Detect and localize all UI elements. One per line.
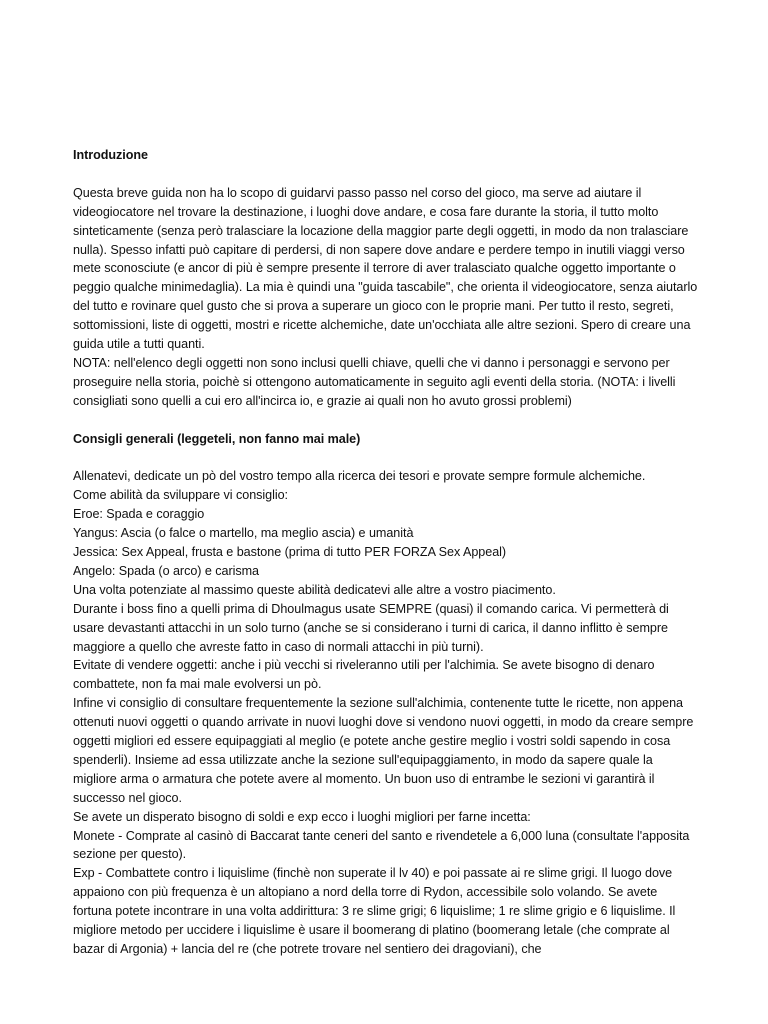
spacer bbox=[73, 165, 699, 184]
general-line: Se avete un disperato bisogno di soldi e exp ecco i luoghi migliori per farne incetta: bbox=[73, 809, 531, 824]
general-heading: Consigli generali (leggeteli, non fanno mai male) bbox=[73, 431, 361, 446]
intro-heading: Introduzione bbox=[73, 148, 148, 162]
general-line: Evitate di vendere oggetti: anche i più vecchi si riveleranno utili per l'alchimia. Se avete bisogno di denaro combattete, non fa mai male evolversi un pò. bbox=[73, 658, 655, 692]
general-line: Allenatevi, dedicate un pò del vostro tempo alla ricerca dei tesori e provate sempre formule alchemiche. bbox=[73, 469, 646, 484]
spacer bbox=[73, 411, 699, 430]
spacer bbox=[73, 448, 699, 467]
general-line: Infine vi consiglio di consultare frequentemente la sezione sull'alchimia, contenente tutte le ricette, non appena ottenuti nuovi oggetti o quando arrivate in nuovi luoghi dove si vendono nuovi oggetti, in modo da creare sempre oggetti migliori ed essere equipaggiati al meglio (e potete anche gestire meglio i vostri soldi sapendo in cosa spenderli). Insieme ad essa utilizzate anche la sezione sull'equipaggiamento, in modo da sapere quale la migliore arma o armatura che potete avere al momento. Un buon uso di entrambe le sezioni vi garantirà il successo nel gioco. bbox=[73, 696, 694, 805]
general-line: Monete - Comprate al casinò di Baccarat tante ceneri del santo e rivendetele a 6,000 luna (consultate l'apposita sezione per questo). bbox=[73, 828, 690, 862]
general-line: Come abilità da sviluppare vi consiglio: bbox=[73, 488, 289, 503]
general-line: Jessica: Sex Appeal, frusta e bastone (prima di tutto PER FORZA Sex Appeal) bbox=[73, 544, 507, 559]
general-line: Una volta potenziate al massimo queste abilità dedicatevi alle altre a vostro piacimento. bbox=[73, 582, 556, 597]
general-line: Exp - Combattete contro i liquislime (finchè non superate il lv 40) e poi passate ai re slime grigi. Il luogo dove appaiono con più frequenza è un altopiano a nord della torre di Rydon, accessibile solo volando. Se avete fortuna potete incontrare in una volta addirittura: 3 re slime grigi; 6 liquislime; 1 re slime grigio e 6 liquislime. Il migliore metodo per uccidere i liquislime è usare il boomerang di platino (boomerang letale (che comprate al bazar di Argonia) + lancia del re (che potrete trovare nel sentiero dei dragoviani), che bbox=[73, 866, 676, 957]
intro-paragraph: Questa breve guida non ha lo scopo di guidarvi passo passo nel corso del gioco, ma serve ad aiutare il videogiocatore nel trovare la destinazione, i luoghi dove andare, e cosa fare durante la storia, il tutto molto sinteticamente (senza però tralasciare la locazione della maggior parte degli oggetti, in modo da non tralasciare nulla). Spesso infatti può capitare di perdersi, di non sapere dove andare e perdere tempo in inutili viaggi verso mete sconosciute (e ancor di più è sempre presente il terrore di aver tralasciato qualche oggetto importante o peggio qualche minimedaglia). La mia è quindi una "guida tascabile", che orienta il videogiocatore, senza aiutarlo del tutto e rovinare quel gusto che si prova a superare un gioco con le proprie mani. Per tutto il resto, segreti, sottomissioni, liste di oggetti, mostri e ricette alchemiche, date un'occhiata alle altre sezioni. Spero di creare una guida utile a tutti quanti. bbox=[73, 185, 698, 352]
general-line: Durante i boss fino a quelli prima di Dhoulmagus usate SEMPRE (quasi) il comando carica. Vi permetterà di usare devastanti attacchi in un solo turno (anche se si considerano i turni di carica, il danno inflitto è sempre maggiore a quello che avreste fatto in caso di normali attacchi in più turni). bbox=[73, 601, 669, 654]
document-page bbox=[73, 146, 699, 959]
intro-note: NOTA: nell'elenco degli oggetti non sono inclusi quelli chiave, quelli che vi danno i personaggi e servono per proseguire nella storia, poichè si ottengono automaticamente in seguito agli eventi della storia. (NOTA: i livelli consigliati sono quelli a cui ero all'incirca io, e grazie ai quali non ho avuto grossi problemi) bbox=[73, 355, 676, 408]
general-line: Yangus: Ascia (o falce o martello, ma meglio ascia) e umanità bbox=[73, 526, 414, 541]
general-line: Eroe: Spada e coraggio bbox=[73, 507, 205, 522]
general-line: Angelo: Spada (o arco) e carisma bbox=[73, 563, 260, 578]
